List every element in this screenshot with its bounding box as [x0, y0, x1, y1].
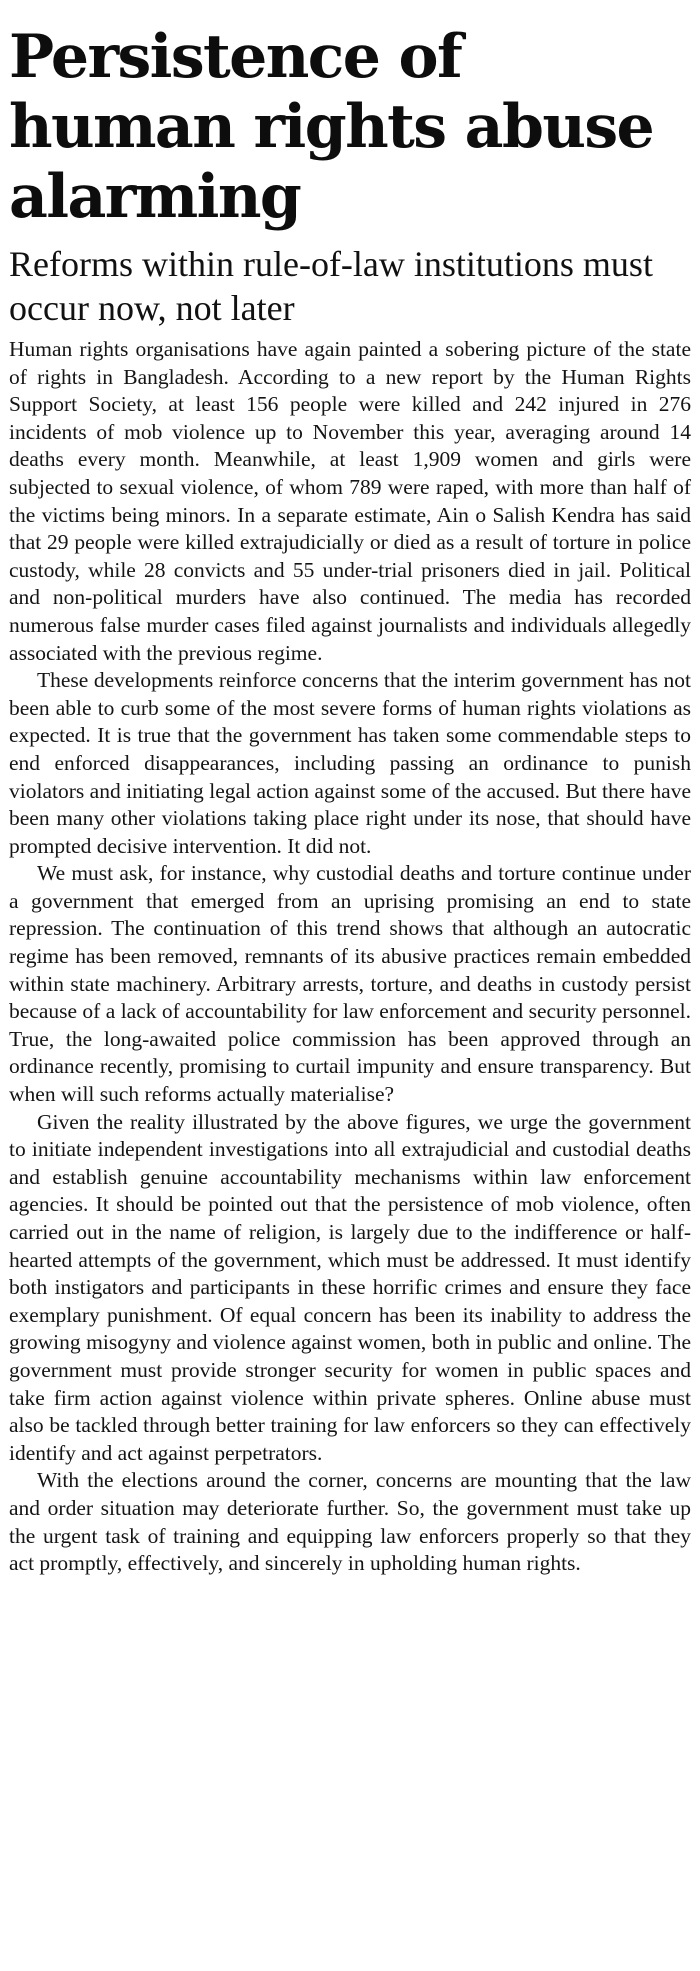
article-body — [9, 336, 691, 1578]
paragraph-2: These developments reinforce concerns that the interim government has not been able to curb some of the most severe forms of human rights violations as expected. It is true that the government has taken some commendable steps to end enforced disappearances, including passing an ordinance to punish violators and initiating legal action against some of the accused. But there have been many other violations taking place right under its nose, that should have prompted decisive intervention. It did not. — [9, 668, 691, 858]
paragraph-3: We must ask, for instance, why custodial deaths and torture continue under a government that emerged from an uprising promising an end to state repression. The continuation of this trend shows that although an autocratic regime has been removed, remnants of its abusive practices remain embedded within state machinery. Arbitrary arrests, torture, and deaths in custody persist because of a lack of accountability for law enforcement and security personnel. True, the long-awaited police commission has been approved through an ordinance recently, promising to curtail impunity and ensure transparency. But when will such reforms actually materialise? — [9, 861, 691, 1107]
subheadline: Reforms within rule-of-law institutions must occur now, not later — [9, 244, 653, 328]
paragraph-4: Given the reality illustrated by the above figures, we urge the government to initiate independent investigations into all extrajudicial and custodial deaths and establish genuine accountability mechanisms within law enforcement agencies. It should be pointed out that the persistence of mob violence, often carried out in the name of religion, is largely due to the indifference or half-hearted attempts of the government, which must be addressed. It must identify both instigators and participants in these horrific crimes and ensure they face exemplary punishment. Of equal concern has been its inability to address the growing misogyny and violence against women, both in public and online. The government must provide stronger security for women in public spaces and take firm action against violence within private spheres. Online abuse must also be tackled through better training for law enforcers so they can effectively identify and act against perpetrators. — [9, 1109, 691, 1465]
paragraph-1: Human rights organisations have again painted a sobering picture of the state of rights in Bangladesh. According to a new report by the Human Rights Support Society, at least 156 people were killed and 242 injured in 276 incidents of mob violence up to November this year, averaging around 14 deaths every month. Meanwhile, at least 1,909 women and girls were subjected to sexual violence, of whom 789 were raped, with more than half of the victims being minors. In a separate estimate, Ain o Salish Kendra has said that 29 people were killed extrajudicially or died as a result of torture in police custody, while 28 convicts and 55 under-trial prisoners died in jail. Political and non-political murders have also continued. The media has recorded numerous false murder cases filed against journalists and individuals allegedly associated with the previous regime. — [9, 337, 691, 665]
paragraph-5: With the elections around the corner, concerns are mounting that the law and order situation may deteriorate further. So, the government must take up the urgent task of training and equipping law enforcers properly so that they act promptly, effectively, and sincerely in upholding human rights. — [9, 1468, 691, 1576]
headline: Persistence of human rights abuse alarming — [9, 22, 654, 232]
